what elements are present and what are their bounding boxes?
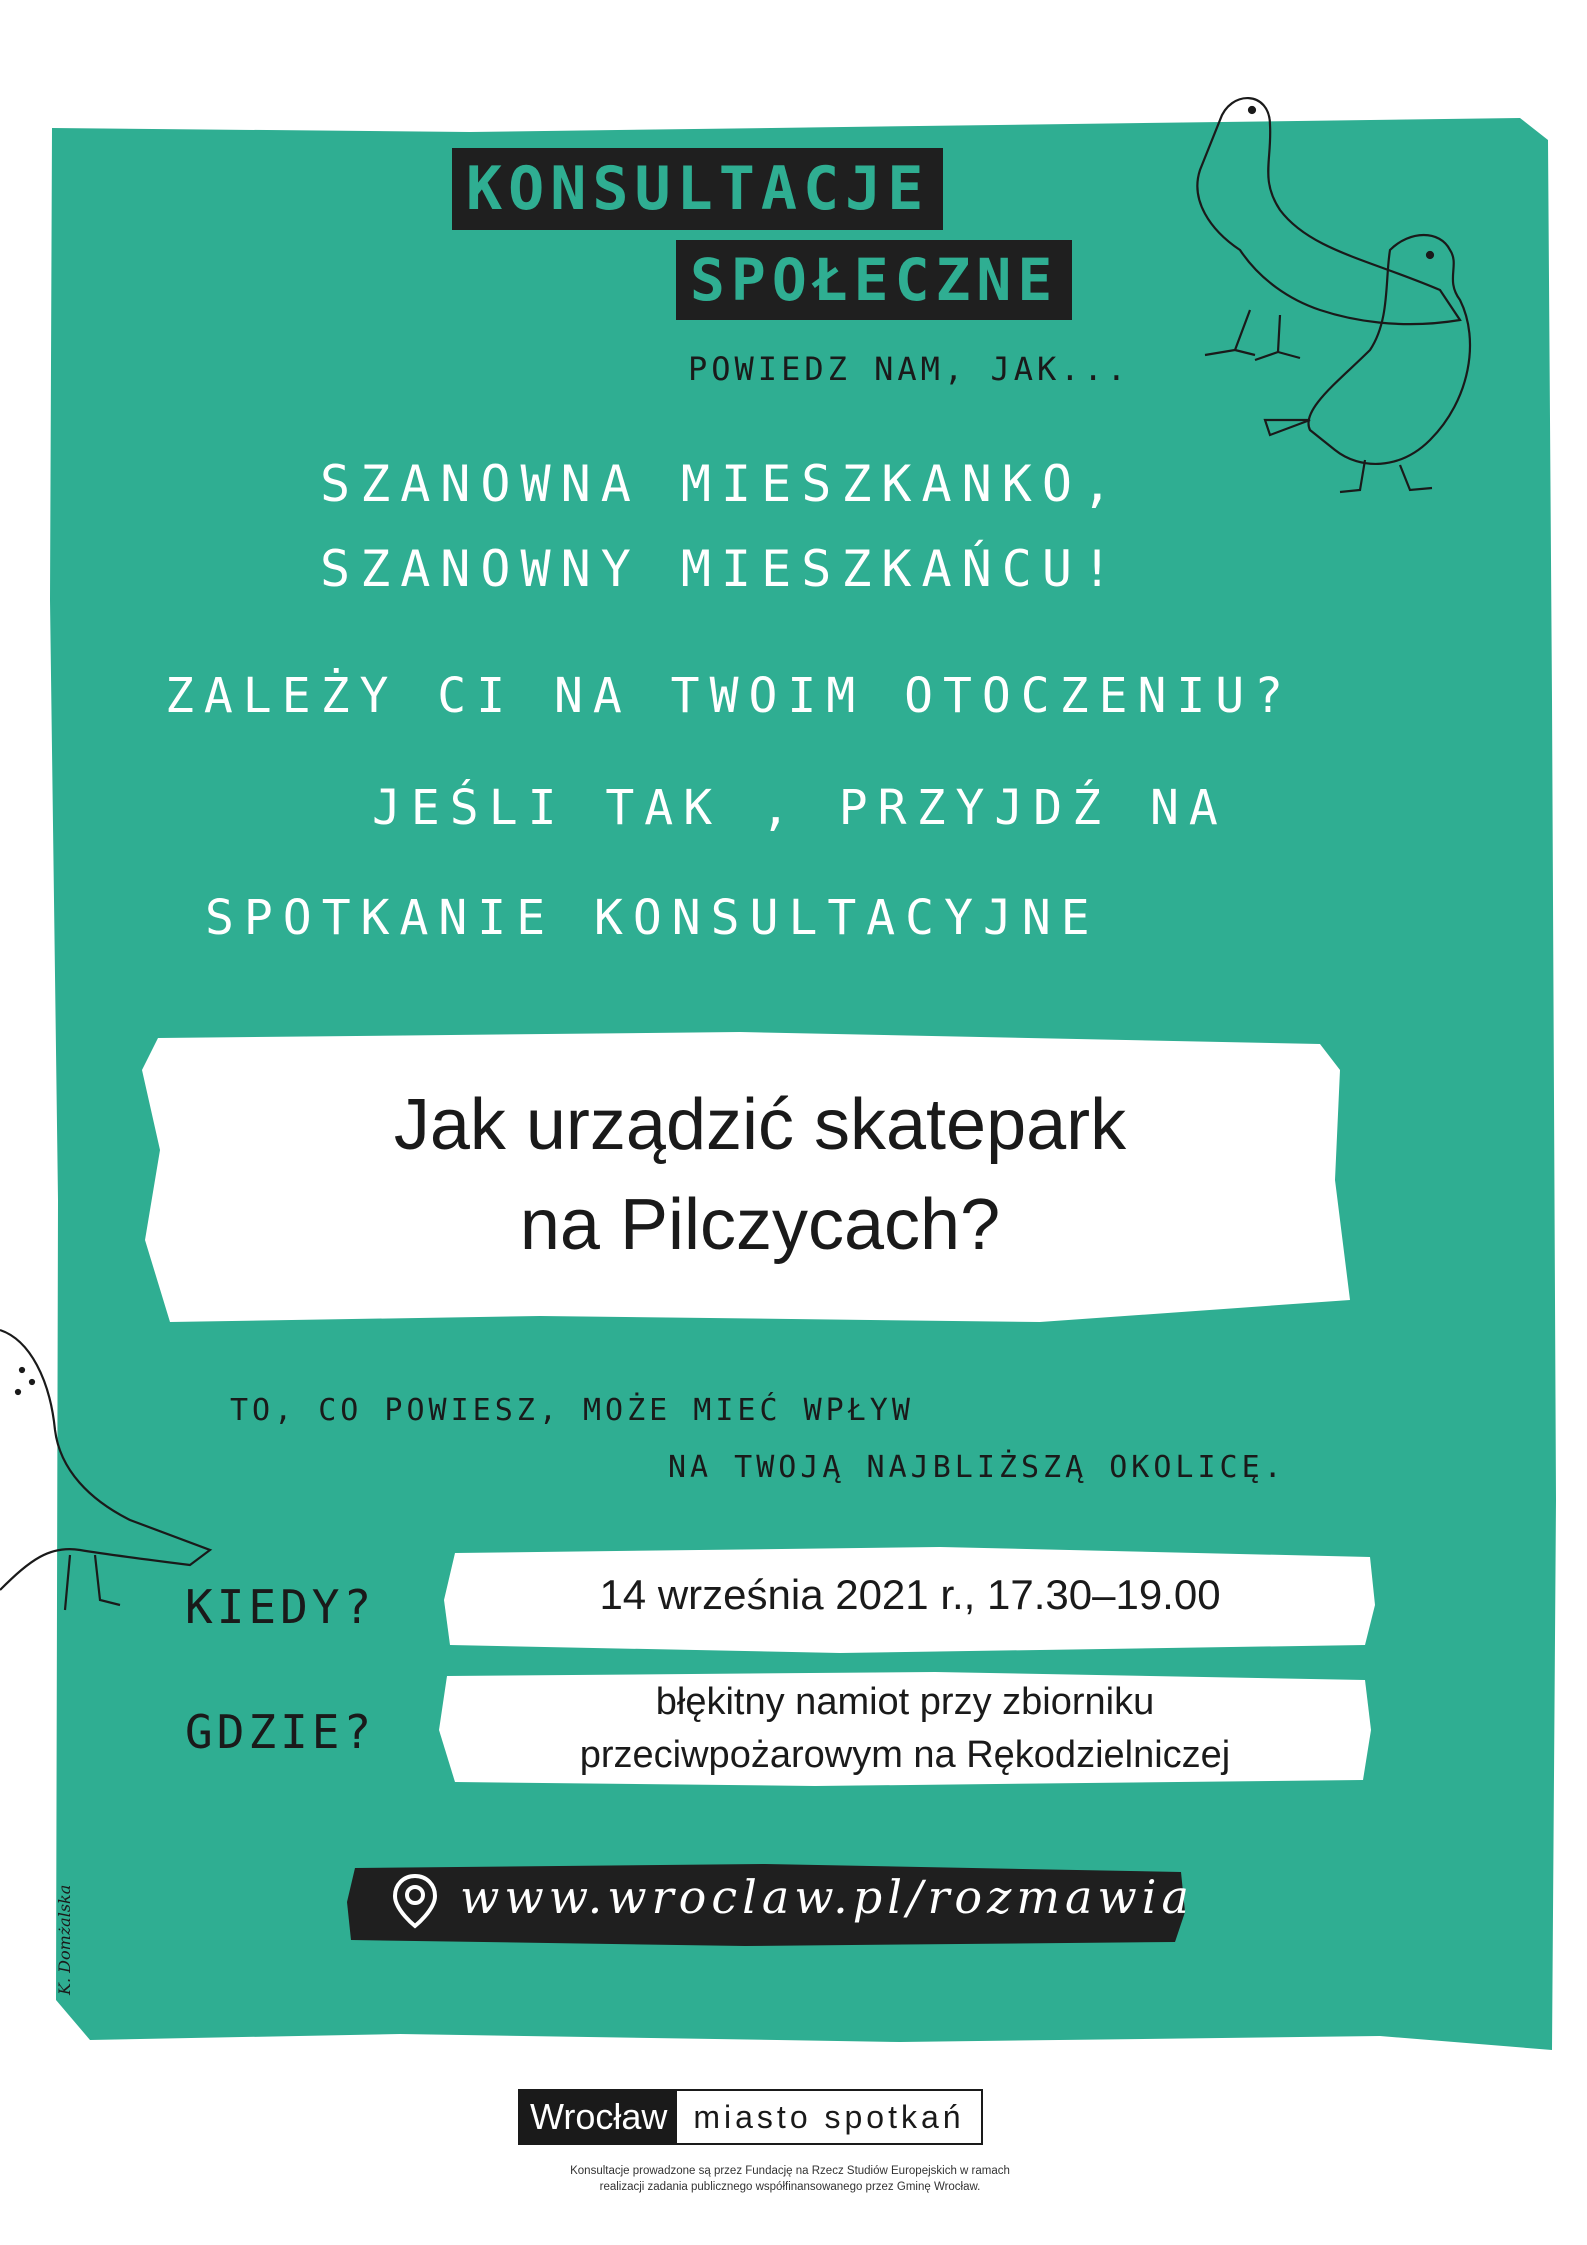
where-label: GDZIE? [185, 1705, 376, 1759]
when-label: KIEDY? [185, 1580, 376, 1634]
footer-note-line-1: Konsultacje prowadzone są przez Fundację na Rzecz Studiów Europejskich w ramach [570, 2165, 1010, 2177]
invite-line-3: SPOTKANIE KONSULTACYJNE [205, 890, 1100, 946]
question-line-2: na Pilczycach? [519, 1185, 1001, 1265]
invite-line-2: JEŚLI TAK , PRZYJDŹ NA [372, 780, 1228, 836]
wroclaw-slogan: miasto spotkań [677, 2091, 980, 2143]
website-link[interactable]: www.wroclaw.pl/rozmawia [460, 1870, 1194, 1924]
greeting-line-1: SZANOWNA MIESZKANKO, [320, 455, 1123, 513]
wroclaw-brand: Wrocław [520, 2091, 677, 2143]
footer-note-line-2: realizacji zadania publicznego współfinansowanego przez Gminę Wrocław. [599, 2181, 981, 2193]
when-value: 14 września 2021 r., 17.30–19.00 [599, 1571, 1221, 1618]
where-value-line-1: błękitny namiot przy zbiorniku [655, 1681, 1155, 1723]
pigeon-left-illustration [0, 1320, 240, 1620]
pigeons-illustration [1160, 80, 1520, 510]
logo-tagline: POWIEDZ NAM, JAK... [688, 350, 1131, 388]
wroclaw-logo [518, 2089, 983, 2145]
greeting-line-2: SZANOWNY MIESZKAŃCU! [320, 540, 1123, 598]
logo-line-1: KONSULTACJE [452, 148, 943, 230]
question-line-1: Jak urządzić skatepark [393, 1085, 1127, 1165]
impact-line-1: TO, CO POWIESZ, MOŻE MIEĆ WPŁYW [230, 1393, 914, 1428]
artist-signature: K. Domżalska [55, 1884, 74, 1995]
invite-line-1: ZALEŻY CI NA TWOIM OTOCZENIU? [165, 668, 1294, 724]
location-pin-icon [390, 1872, 440, 1930]
footer-note [450, 2163, 1130, 2195]
logo-line-2: SPOŁECZNE [676, 240, 1072, 320]
where-value-line-2: przeciwpożarowym na Rękodzielniczej [579, 1734, 1231, 1776]
impact-line-2: NA TWOJĄ NAJBLIŻSZĄ OKOLICĘ. [668, 1450, 1286, 1485]
